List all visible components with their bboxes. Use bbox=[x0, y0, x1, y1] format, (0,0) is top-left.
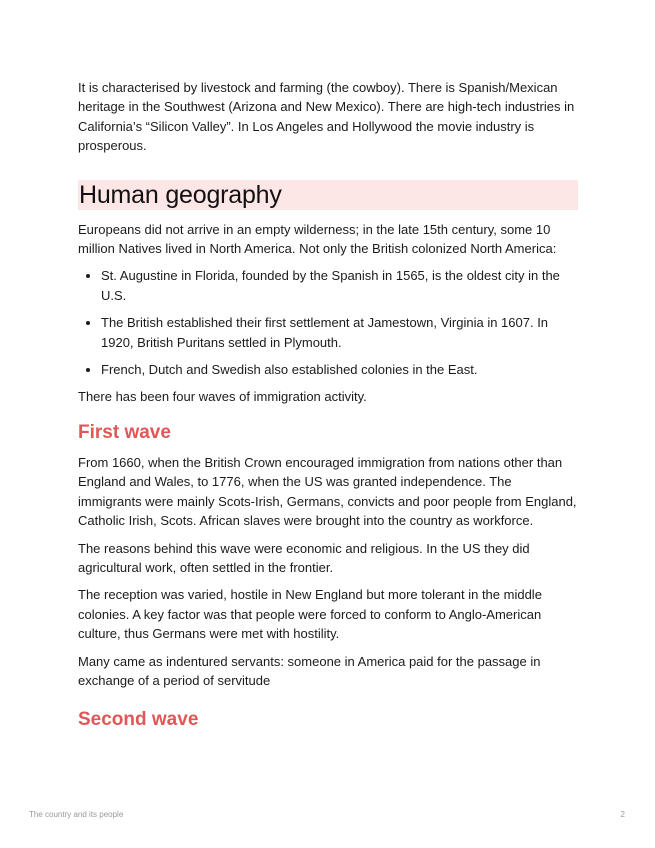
section-title-human-geography: Human geography bbox=[78, 180, 578, 210]
list-item: • The British established their first settlement at Jamestown, Virginia in 1607. In 1920, British Puritans settled in Plymouth. bbox=[101, 313, 578, 352]
footer-document-title: The country and its people bbox=[29, 810, 124, 819]
first-wave-paragraph: Many came as indentured servants: someone in America paid for the passage in exchange of a period of servitude bbox=[78, 653, 541, 688]
list-item: • St. Augustine in Florida, founded by the Spanish in 1565, is the oldest city in the U.S. bbox=[101, 266, 578, 305]
human-geography-intro: Europeans did not arrive in an empty wilderness; in the late 15th century, some 10 million Natives lived in North America. Not only the British colonized North America: bbox=[78, 221, 557, 257]
list-item: • French, Dutch and Swedish also established colonies in the East. bbox=[101, 360, 578, 379]
subsection-title-second-wave: Second wave bbox=[78, 709, 199, 731]
first-wave-paragraph: The reasons behind this wave were economic and religious. In the US they did agricultural work, often settled in the frontier. bbox=[78, 540, 530, 575]
colonies-list bbox=[78, 266, 578, 379]
first-wave-paragraph: The reception was varied, hostile in New England but more tolerant in the middle colonies. A key factor was that people were forced to conform to Anglo-American culture, thus Germans were met with hostility. bbox=[78, 587, 542, 642]
first-wave-paragraph: From 1660, when the British Crown encouraged immigration from nations other than England and Wales, to 1776, when the US was granted independence. The immigrants were mainly Scots-Irish, Germans, convicts and poor people from England, Catholic Irish, Scots. African slaves were brought into the country as workforce. bbox=[78, 454, 577, 529]
waves-note: There has been four waves of immigration activity. bbox=[78, 389, 367, 405]
page-content bbox=[78, 78, 578, 740]
intro-paragraph: It is characterised by livestock and farming (the cowboy). There is Spanish/Mexican heritage in the Southwest (Arizona and New Mexico). There are high-tech industries in California’s “Silicon Valley”. In Los Angeles and Hollywood the movie industry is prosperous. bbox=[78, 80, 575, 154]
footer-page-number: 2 bbox=[620, 810, 625, 819]
subsection-title-first-wave: First wave bbox=[78, 421, 171, 443]
